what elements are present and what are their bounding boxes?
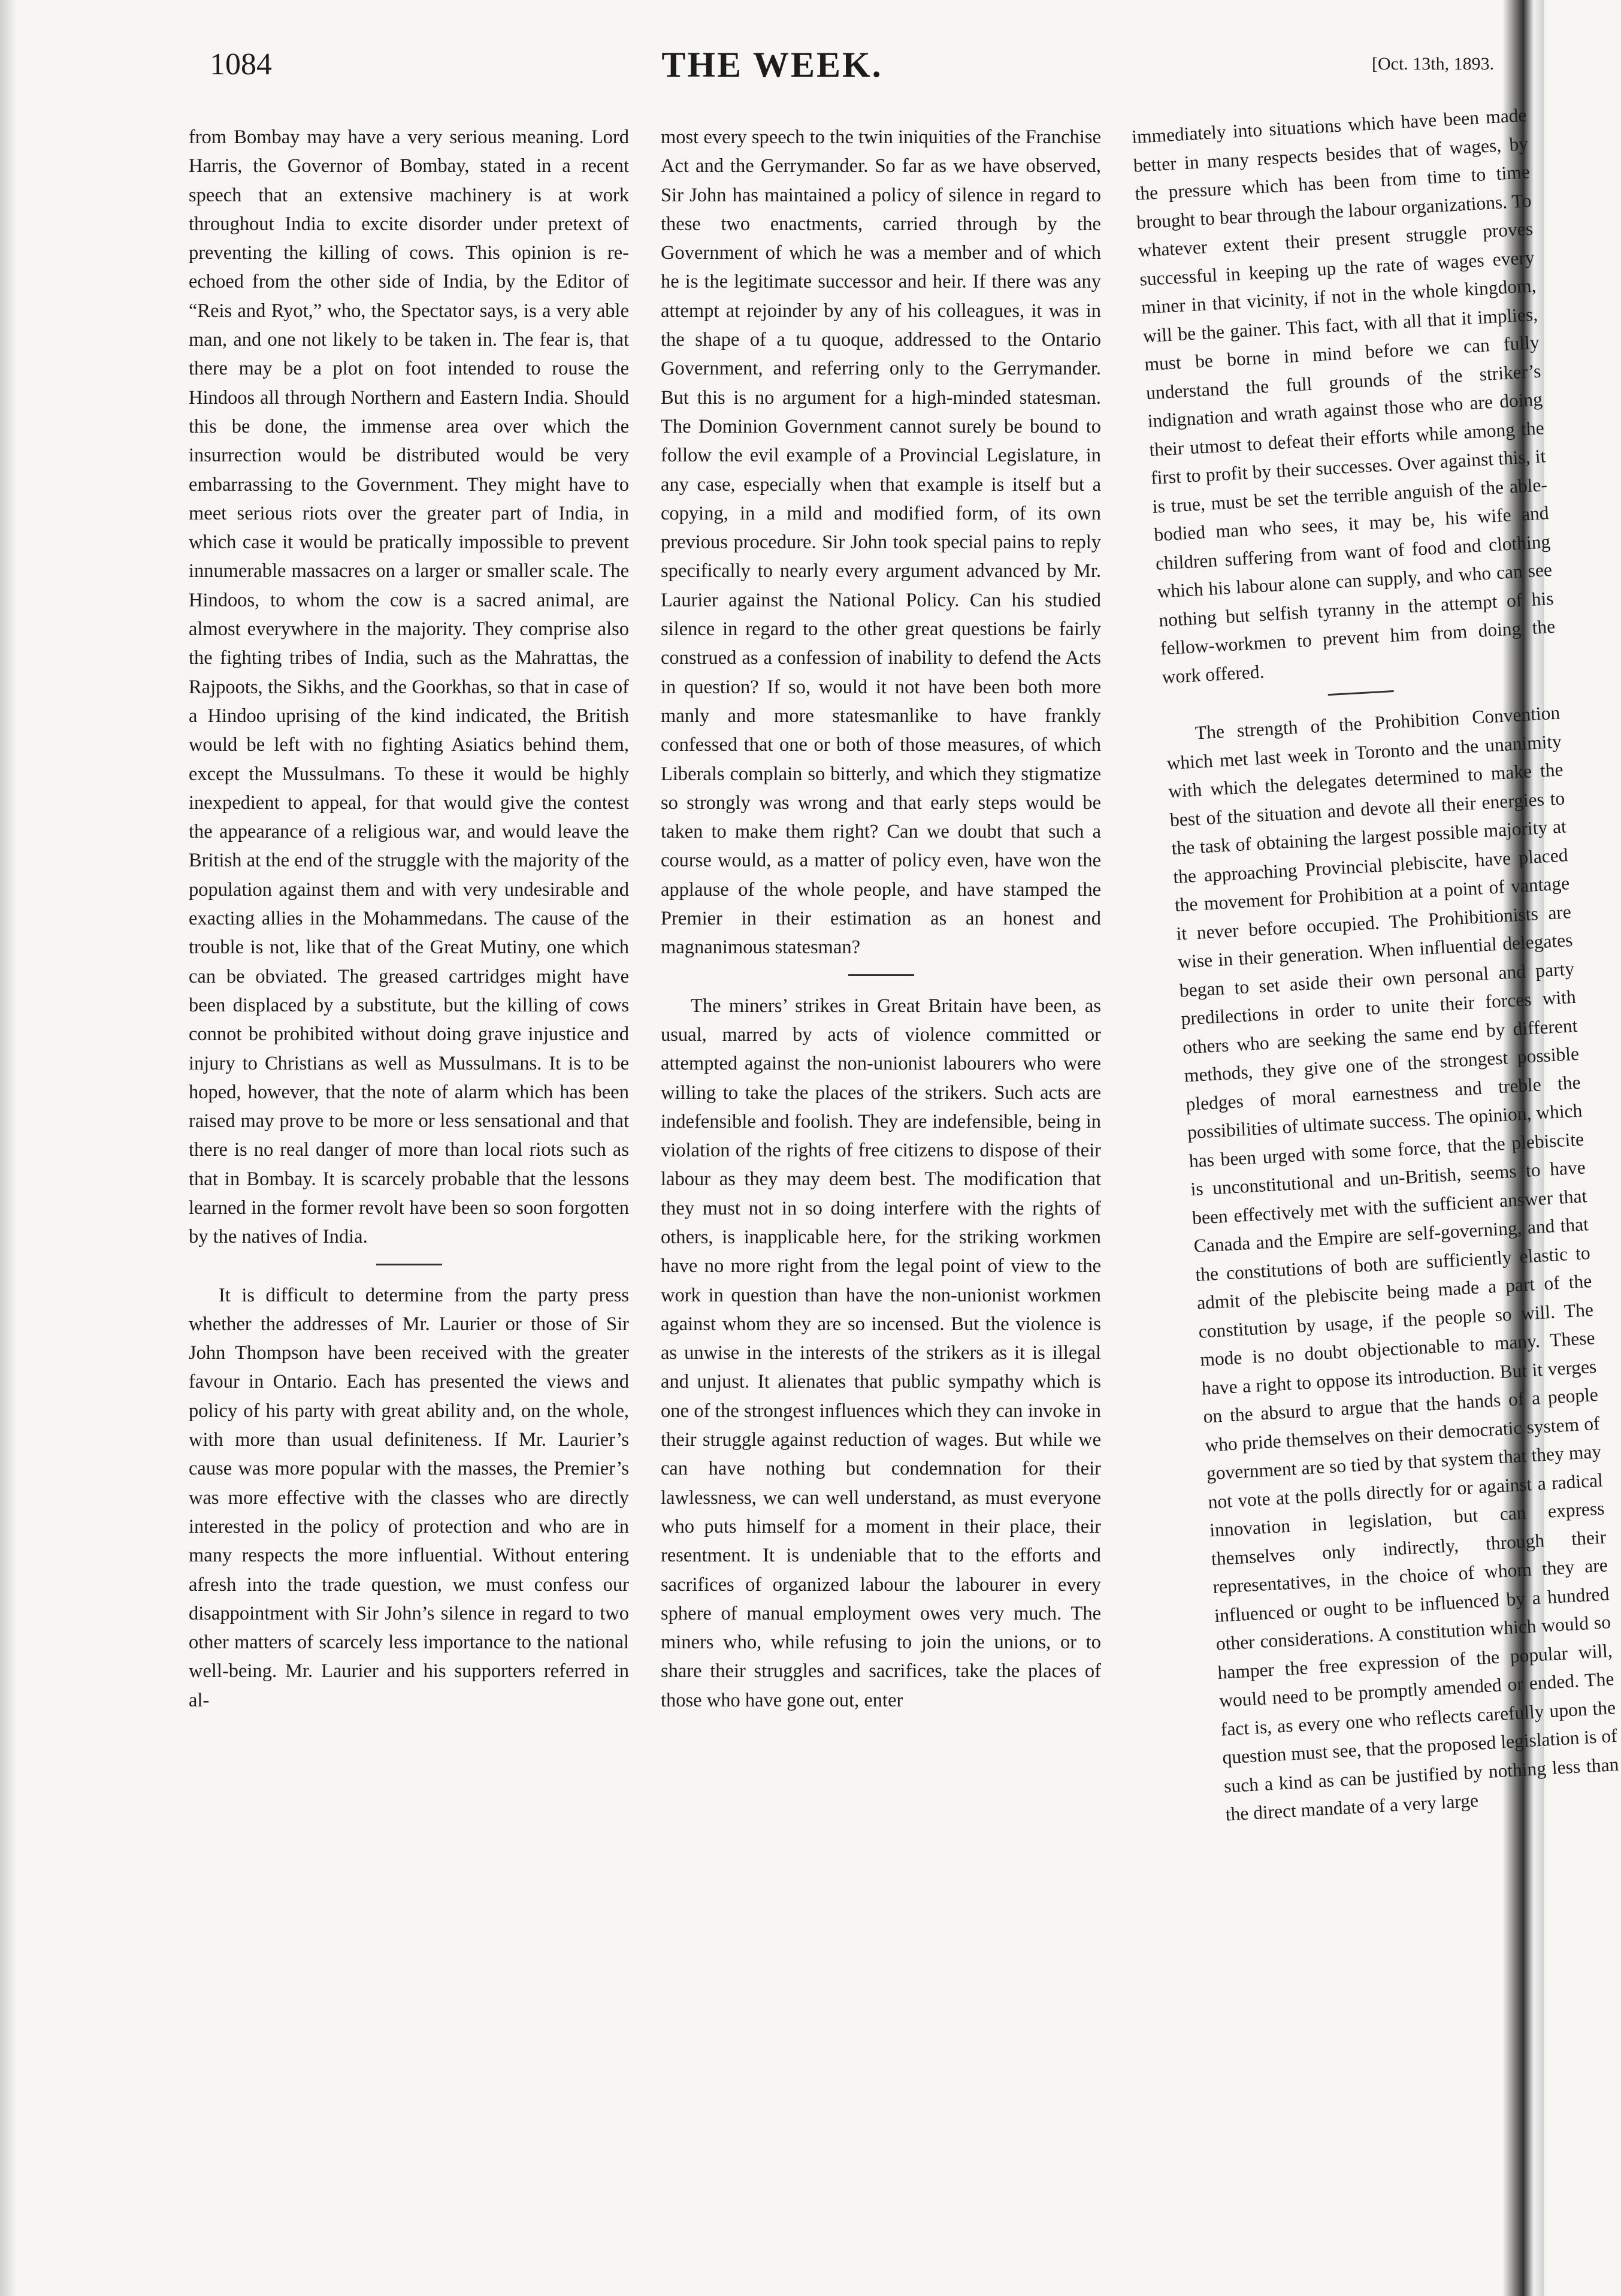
paragraph: from Bombay may have a very serious meaning. Lord Harris, the Governor of Bombay, stated in a recent speech that an extensive machinery is at work throughout India to excite disorder under pretext of preventing the killing of cows. This opinion is re-echoed from the other side of India, by the Editor of “Reis and Ryot,” who, the Spectator says, is a very able man, and one not likely to be taken in. The fear is, that there may be a plot on foot intended to rouse the Hindoos all through Northern and Eastern India. Should this be done, the immense area over which the insurrection would be distributed would be very embarrassing to the Government. They might have to meet serious riots over the greater part of India, in which case it would be pratically impossible to prevent innumerable massacres on a larger or smaller scale. The Hindoos, to whom the cow is a sacred animal, are almost everywhere in the majority. They comprise also the fighting tribes of India, such as the Mahrattas, the Rajpoots, the Sikhs, and the Goorkhas, so that in case of a Hindoo uprising of the kind indicated, the British would be left with no fighting Asiatics behind them, except the Mussulmans. To these it would be highly inexpedient to appeal, for that would give the contest the appearance of a religious war, and would leave the British at the end of the struggle with the majority of the population against them and with very undesirable and exacting allies in the Mohammedans. The cause of the trouble is not, like that of the Great Mutiny, one which can be obviated. The greased cartridges might have been displaced by a substitute, but the killing of cows connot be prohibited without doing grave injustice and injury to Christians as well as Mussulmans. It is to be hoped, however, that the note of alarm which has been raised may prove to be more or less sensational and that there is no real danger of more than local riots such as that in Bombay. It is scarcely probable that the lessons learned in the former revolt have been so soon forgotten by the natives of India. [189,126,629,1248]
section-divider [1328,690,1394,696]
page-header [0,47,1544,101]
paragraph: most every speech to the twin iniquities of the Franchise Act and the Gerrymander. So far as we have observed, Sir John has maintained a policy of silence in regard to these two enactments, carried through by the Government of which he was a member and of which he is the legitimate successor and heir. If there was any attempt at rejoinder by any of his colleagues, it was in the shape of a tu quoque, addressed to the Ontario Government, and referring only to the Gerrymander. But this is no argument for a high-minded statesman. The Dominion Government cannot surely be bound to follow the evil example of a Provincial Legislature, in any case, especially when that example is itself but a copying, in a mild and modified form, of its own previous procedure. Sir John took special pains to reply specifically to nearly every argument advanced by Mr. Laurier against the National Policy. Can his studied silence in regard to the other great questions be fairly construed as a confession of inability to defend the Acts in question? If so, would it not have been both more manly and more statesmanlike to have frankly confessed that one or both of those measures, of which Liberals complain so bitterly, and which they stigmatize so strongly was wrong and that early steps would be taken to make them right? Can we doubt that such a course would, as a matter of policy even, have won the applause of the whole people, and have stamped the Premier in their estimation as an honest and magnanimous statesman? [661,126,1101,959]
issue-date: [Oct. 13th, 1893. [1372,54,1495,74]
section-divider [848,974,914,976]
binding-shadow-left [0,0,17,2296]
column-1 [189,123,629,1715]
paragraph: It is difficult to determine from the party press whether the addresses of Mr. Laurier or those of Sir John Thompson have been received with the greater favour in Ontario. Each has presented the views and policy of his party with great ability and, on the whole, with more than usual definiteness. If Mr. Laurier’s cause was more popular with the masses, the Premier’s was more effective with the classes who are directly interested in the policy of protection and who are in many respects the more influential. Without entering afresh into the trade question, we must confess our disappointment with Sir John’s silence in regard to two other matters of scarcely less importance to the national well-being. Mr. Laurier and his supporters referred in al- [189,1284,629,1711]
column-3 [1131,101,1621,1829]
column-2 [661,123,1101,1715]
masthead-title: THE WEEK. [661,45,883,84]
section-divider [376,1264,442,1265]
paragraph: immediately into situations which have been made better in many respects besides that of wages, by the pressure which has been from time to time brought to bear through the labour organizations. To whatever extent their present struggle proves successful in keeping up the rate of wages every miner in that vicinity, if not in the whole kingdom, will be the gainer. This fact, with all that it implies, must be borne in mind before we can fully understand the full grounds of the striker’s indignation and wrath against those who are doing their utmost to defeat their efforts while among the first to profit by their successes. Over against this, it is true, must be set the terrible anguish of the able-bodied man who sees, it may be, his wife and children suffering from want of food and clothing which his labour alone can supply, and who can see nothing but selfish tyranny in the attempt of his fellow-workmen to prevent him from doing the work offered. [1131,104,1556,688]
paragraph: The miners’ strikes in Great Britain have been, as usual, marred by acts of violence committed or attempted against the non-unionist labourers who were willing to take the places of the strikers. Such acts are indefensible and foolish. They are indefensible, being in violation of the rights of free citizens to dispose of their labour as they may deem best. The modification that they must not in so doing interfere with the rights of others, is inapplicable here, for the striking workmen have no more right from the legal point of view to the work in question than have the non-unionist workmen against whom they are so incensed. But the violence is as unwise in the interests of the strikers as it is illegal and unjust. It alienates that public sympathy which is one of the strongest influences which they can invoke in their struggle against reduction of wages. But while we can have nothing but condemnation for their lawlessness, we can well understand, as must everyone who puts himself for a moment in their place, their resentment. It is undeniable that to the efforts and sacrifices of organized labour the labourer in every sphere of manual employment owes very much. The miners who, while refusing to join the unions, or to share their struggles and sacrifices, take the places of those who have gone out, enter [661,995,1101,1711]
page-number: 1084 [210,47,272,81]
paragraph: The strength of the Prohibition Convention which met last week in Toronto and the unanimity with which the delegates determined to make the best of the situation and devote all their energies to the task of obtaining the largest possible majority at the approaching Provincial plebiscite, have placed the movement for Prohibition at a point of vantage it never before occupied. The Prohibitionists are wise in their generation. When influential delegates began to set aside their own personal and party predilections in order to unite their forces with others who are seeking the same end by different methods, they give one of the strongest possible pledges of moral earnestness and treble the possibilities of ultimate success. The opinion, which has been urged with some force, that the plebiscite is unconstitutional and un-British, seems to have been effectively met with the sufficient answer that Canada and the Empire are self-governing, and that the constitutions of both are sufficiently elastic to admit of the plebiscite being made a part of the constitution by usage, if the people so will. The mode is no doubt objectionable to many. These have a right to oppose its introduction. But it verges on the absurd to argue that the hands of a people who pride themselves on their democratic system of government are so tied by that system that they may not vote at the polls directly for or against a radical innovation in legislation, but can express themselves only indirectly, through their representatives, in the choice of whom they are influenced or ought to be influenced by a hundred other considerations. A constitution which would so hamper the free expression of the popular will, would need to be promptly amended or ended. The fact is, as every one who reflects carefully upon the question must see, that the proposed legislation is of such a kind as can be justified by nothing less than the direct mandate of a very large [1166,702,1620,1825]
